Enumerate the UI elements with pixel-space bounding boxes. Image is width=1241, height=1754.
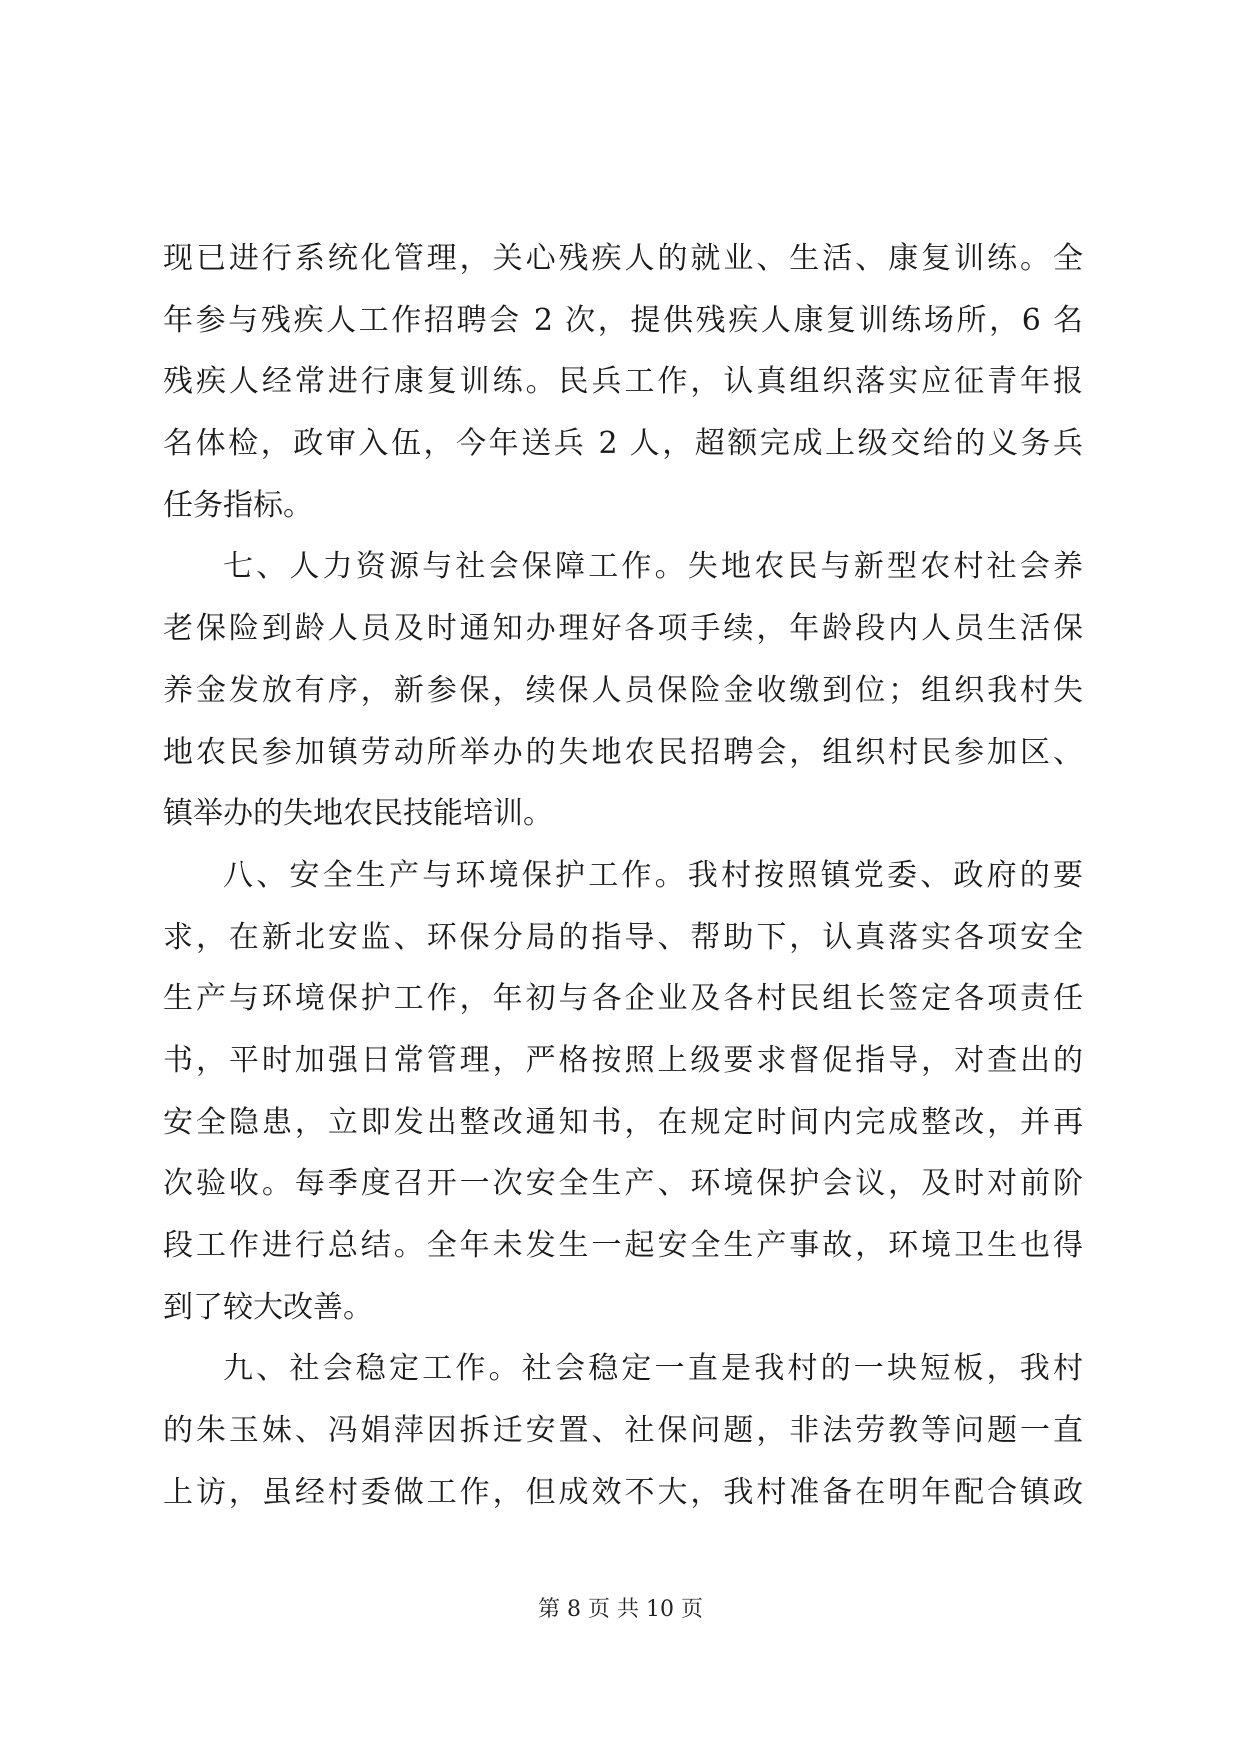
text-line: 安全隐患，立即发出整改通知书，在规定时间内完成整改，并再 <box>163 1104 1083 1140</box>
text-line: 书，平时加强日常管理，严格按照上级要求督促指导，对查出的 <box>163 1042 1083 1078</box>
text-line: 镇举办的失地农民技能培训。 <box>163 796 553 832</box>
text-line: 现已进行系统化管理，关心残疾人的就业、生活、康复训练。全 <box>163 241 1083 276</box>
text-line: 次验收。每季度召开一次安全生产、环境保护会议，及时对前阶 <box>163 1166 1083 1202</box>
text-line: 七、人力资源与社会保障工作。失地农民与新型农村社会养 <box>223 549 1083 585</box>
text-line: 八、安全生产与环境保护工作。我村按照镇党委、政府的要 <box>223 857 1083 893</box>
text-line: 段工作进行总结。全年未发生一起安全生产事故，环境卫生也得 <box>163 1228 1083 1263</box>
document-body <box>163 228 1083 1523</box>
text-line: 的朱玉妹、冯娟萍因拆迁安置、社保问题，非法劳教等问题一直 <box>163 1413 1083 1449</box>
text-line: 养金发放有序，新参保，续保人员保险金收缴到位；组织我村失 <box>163 672 1083 708</box>
text-line: 老保险到龄人员及时通知办理好各项手续，年龄段内人员生活保 <box>163 611 1083 647</box>
text-line: 残疾人经常进行康复训练。民兵工作，认真组织落实应征青年报 <box>163 364 1083 400</box>
page-footer: 第 8 页 共 10 页 <box>538 1597 703 1622</box>
text-line: 九、社会稳定工作。社会稳定一直是我村的一块短板，我村 <box>223 1351 1083 1387</box>
text-line: 到了较大改善。 <box>163 1289 373 1325</box>
text-line: 生产与环境保护工作，年初与各企业及各村民组长签定各项责任 <box>163 981 1083 1017</box>
text-line: 年参与残疾人工作招聘会 2 次，提供残疾人康复训练场所，6 名 <box>163 302 1083 338</box>
text-line: 求，在新北安监、环保分局的指导、帮助下，认真落实各项安全 <box>163 919 1083 955</box>
text-line: 名体检，政审入伍，今年送兵 2 人，超额完成上级交给的义务兵 <box>163 426 1083 462</box>
text-line: 地农民参加镇劳动所举办的失地农民招聘会，组织村民参加区、 <box>163 734 1083 770</box>
text-line: 上访，虽经村委做工作，但成效不大，我村准备在明年配合镇政 <box>163 1474 1083 1510</box>
text-line: 任务指标。 <box>163 487 313 523</box>
